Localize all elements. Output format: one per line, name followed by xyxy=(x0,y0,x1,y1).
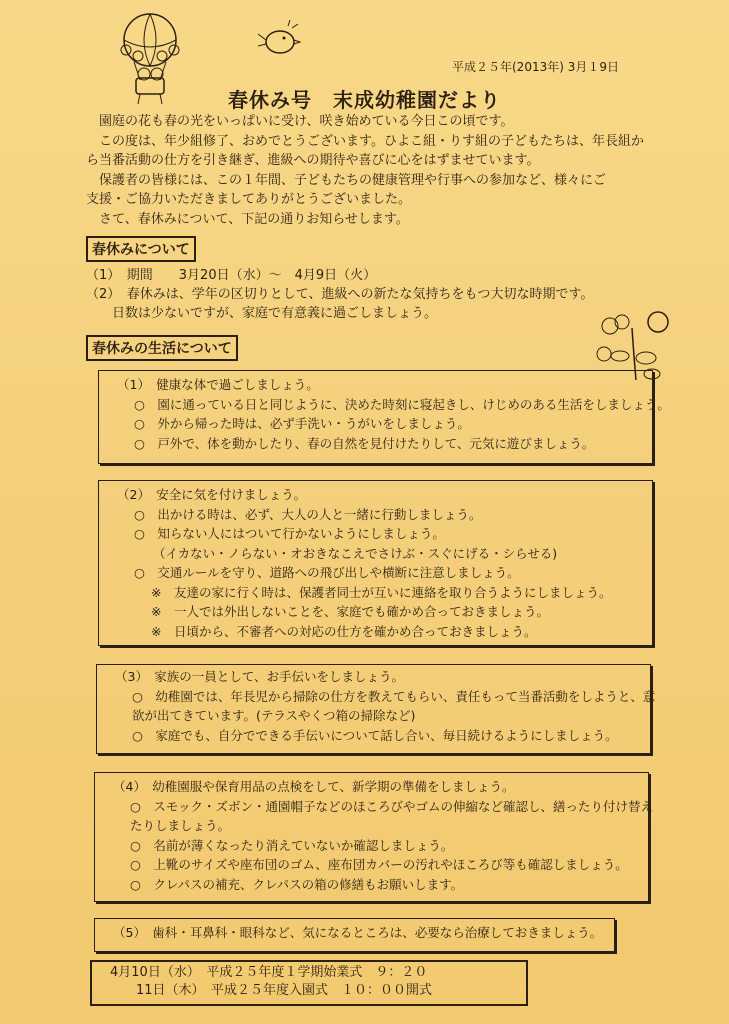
list-item: ○ 上靴のサイズや座布団のゴム、座布団カバーの汚れやほころび等も確認しましょう。 xyxy=(130,857,628,872)
box-medical xyxy=(94,918,615,952)
list-item: ○ クレパスの補充、クレパスの箱の修繕もお願いします。 xyxy=(130,876,464,892)
list-item: ○ 家庭でも、自分でできる手伝いについて話し合い、毎日続けるようにしましょう。 xyxy=(132,727,618,743)
list-item: ○ 外から帰った時は、必ず手洗い・うがいをしましょう。 xyxy=(134,416,470,431)
schedule-line: 11日（木） 平成２５年度入園式 １０：００開式 xyxy=(110,983,433,998)
intro-line: 支援・ご協力いただきましてありがとうございました。 xyxy=(86,192,412,208)
list-item-continued: たりしましょう。 xyxy=(130,818,231,833)
intro-line: さて、春休みについて、下記の通りお知らせします。 xyxy=(99,211,409,227)
spring-break-info xyxy=(86,266,593,323)
intro-line: この度は、年少組修了、おめでとうございます。ひよこ組・りす組の子どもたちは、年長組か xyxy=(99,133,644,149)
list-item: ○ 出かける時は、必ず、大人の人と一緒に行動しましょう。 xyxy=(134,506,482,522)
schedule-line: 4月10日（水） 平成２５年度１学期始業式 ９：２０ xyxy=(110,965,428,980)
list-item: ○ 名前が薄くなったり消えていないか確認しましょう。 xyxy=(130,837,454,853)
box-heading: （2） 安全に気を付けましょう。 xyxy=(117,487,307,502)
list-item: ○ 幼稚園では、年長児から掃除の仕方を教えてもらい、責任もって当番活動をしようと、意 xyxy=(132,688,656,704)
note-item: ※ 日頃から、不審者への対応の仕方を確かめ合っておきましょう。 xyxy=(151,623,537,639)
newsletter-title: 春休み号 末成幼稚園だより xyxy=(228,88,501,112)
list-item: （2） 春休みは、学年の区切りとして、進級への新たな気持ちをもつ大切な時期です。 xyxy=(86,287,594,302)
intro-line: ら当番活動の仕方を引き継ぎ、進級への期待や喜びに心をはずませています。 xyxy=(86,153,540,169)
list-item-continued: 欲が出てきています。(テラスやくつ箱の掃除など) xyxy=(132,708,416,723)
section-heading-spring-break: 春休みについて xyxy=(86,236,196,262)
box-chores xyxy=(96,664,656,754)
list-item: 日数は少ないですが、家庭で有意義に過ごしましょう。 xyxy=(86,306,438,321)
box-heading: （4） 幼稚園服や保育用品の点検をして、新学期の準備をしましょう。 xyxy=(113,779,515,794)
list-item: ○ 園に通っている日と同じように、決めた時刻に寝起きし、けじめのある生活をしましょう。 xyxy=(134,396,670,412)
box-safety xyxy=(98,480,653,646)
note-item: ※ 一人では外出しないことを、家庭でも確かめ合っておきましょう。 xyxy=(151,604,549,619)
box-heading: （3） 家族の一員として、お手伝いをしましょう。 xyxy=(115,669,404,684)
list-item: ○ 交通ルールを守り、道路への飛び出しや横断に注意しましょう。 xyxy=(134,565,520,580)
bird-illustration xyxy=(254,18,304,58)
intro-line: 園庭の花も春の光をいっぱいに受け、咲き始めている今日この頃です。 xyxy=(99,114,514,129)
section-heading-spring-life: 春休みの生活について xyxy=(86,335,238,361)
intro-paragraph xyxy=(86,112,686,230)
list-item: ○ 戸外で、体を動かしたり、春の自然を見付けたりして、元気に遊びましょう。 xyxy=(134,435,595,451)
schedule-box xyxy=(90,960,528,1006)
box-health xyxy=(98,370,670,464)
box-heading: （1） 健康な体で過ごしましょう。 xyxy=(117,377,319,392)
box-preparation xyxy=(94,772,654,902)
box-heading: （5） 歯科・耳鼻科・眼科など、気になるところは、必要なら治療しておきましょう。 xyxy=(113,925,603,940)
list-item: ○ 知らない人にはついて行かないようにしましょう。 xyxy=(134,526,445,541)
list-item: （1） 期間 3月20日（水）～ 4月9日（火） xyxy=(86,268,377,283)
intro-line: 保護者の皆様には、この１年間、子どもたちの健康管理や行事への参加など、様々にご xyxy=(99,172,607,188)
issue-date: 平成２５年(2013年) 3月１9日 xyxy=(452,60,619,74)
note-item: ※ 友達の家に行く時は、保護者同士が互いに連絡を取り合うようにしましょう。 xyxy=(151,584,612,600)
list-item: （イカない・ノらない・オおきなこえでさけぶ・スぐにげる・シらせる) xyxy=(153,545,558,561)
list-item: ○ スモック・ズボン・通園帽子などのほころびやゴムの伸縮など確認し、繕ったり付け替え xyxy=(130,798,654,814)
